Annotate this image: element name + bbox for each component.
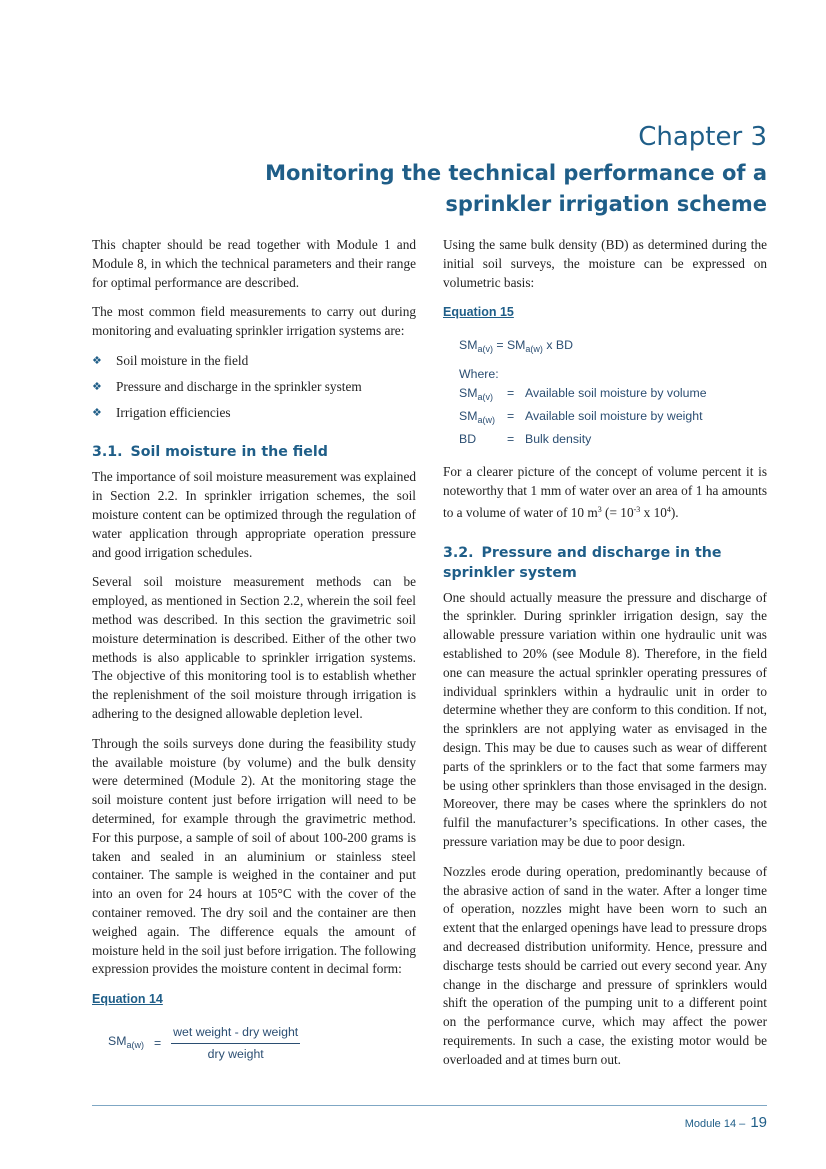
subscript: a(w) (126, 1039, 144, 1050)
definition-text: Available soil moisture by weight (525, 409, 703, 424)
diamond-bullet-icon: ❖ (92, 379, 102, 393)
superscript: -3 (633, 504, 641, 514)
text-run: ). (670, 504, 679, 520)
subscript: a(w) (477, 415, 495, 426)
paragraph: One should actually measure the pressure and discharge of the sprinkler. During sprinkler irrigation design, say the allowable pressure variation within one hydraulic unit was established to 20% (see Module 8). Therefore, in the field one can measure the actual sprinkler operating pressures of individual sprinklers within a hydraulic unit in order to determine whether they are conform to this condition. If not, the sprinklers are not applying water as envisaged in the design. This may be due to causes such as wear of different parts of the sprinklers or to the fact that some farmers may be using other sprinklers than those envisaged in the design. Moreover, there may be cases where the sprinklers do not fulfil the manufacturer’s specifications. In other cases, the pressure variation may be due to poor design. (443, 589, 767, 849)
fraction (171, 1023, 300, 1064)
paragraph: The importance of soil moisture measurement was explained in Section 2.2. In sprinkler irrigation schemes, the soil moisture content can be optimized through the regulation of water application through appropriate operation pressure and good irrigation schedules. (92, 469, 416, 560)
equals-sign: = (507, 432, 515, 447)
definition-text: Available soil moisture by volume (525, 386, 707, 401)
definition-symbol (459, 384, 507, 407)
equation-end: x BD (542, 338, 573, 353)
section-heading-3-2 (443, 543, 767, 583)
definition-text: Bulk density (525, 432, 592, 447)
paragraph: Through the soils surveys done during the feasibility study the available moisture (by volume) and the bulk density were determined (Module 2). At the monitoring stage the soil moisture content just before irrigation will need to be determined, for example through the gravimetric method. For this purpose, a sample of soil of about 100-200 grams is taken and sealed in an aluminium or stainless steel container. The sample is weighed in the container and put into an oven for 24 hours at 105°C with the cover of the container removed. The dry soil and the container are then weighed again. The difference equals the amount of moisture held in the soil just before irrigation. The following expression provides the moisture content in decimal form: (92, 735, 416, 977)
definition-row (459, 430, 767, 449)
intro-paragraph: This chapter should be read together with Module 1 and Module 8, in which the technical parameters and their range for optimal performance are described. (92, 237, 416, 290)
superscript: 4 (666, 504, 671, 514)
bullet-item (92, 352, 416, 371)
definition-row (459, 384, 767, 407)
symbol: SM (108, 1033, 127, 1048)
right-column (443, 236, 767, 1081)
definition-symbol: BD (459, 432, 477, 447)
left-column (92, 236, 416, 1063)
symbol: SM (459, 338, 478, 353)
chapter-title-line-1: Monitoring the technical performance of a (265, 161, 767, 185)
symbol: SM (459, 386, 478, 401)
equation-15 (459, 336, 767, 449)
text-run: For a clearer picture of the concept of volume percent it is noteworthy that 1 mm of water over an area of 1 ha amounts to a volume of water of 10 m (443, 464, 767, 520)
definition-symbol (459, 407, 507, 430)
diamond-bullet-icon: ❖ (92, 405, 102, 419)
superscript: 3 (597, 504, 602, 514)
bullet-list (92, 352, 416, 422)
equation-line (459, 336, 767, 359)
symbol: SM (459, 409, 478, 424)
section-title: Soil moisture in the field (130, 444, 328, 461)
section-heading-3-1 (92, 442, 416, 462)
denominator: dry weight (207, 1046, 264, 1061)
text-run: x 10 (640, 504, 667, 520)
chapter-heading (265, 122, 767, 220)
equals-sign: = (153, 1035, 162, 1050)
bullet-item (92, 378, 416, 397)
bullet-item (92, 404, 416, 423)
chapter-title-line-2: sprinkler irrigation scheme (445, 192, 767, 216)
equals-sign: = (507, 386, 515, 401)
subscript: a(v) (477, 392, 493, 403)
section-title: Pressure and discharge in the sprinkler system (443, 544, 722, 581)
definition-row (459, 407, 767, 430)
subscript: a(v) (477, 344, 493, 355)
chapter-label: Chapter 3 (638, 122, 767, 152)
diamond-bullet-icon: ❖ (92, 353, 102, 367)
equation-lhs (108, 1032, 144, 1055)
page-number: 19 (750, 1114, 767, 1131)
subscript: a(w) (525, 344, 543, 355)
lead-paragraph: The most common field measurements to carry out during monitoring and evaluating sprinkler irrigation systems are: (92, 304, 416, 339)
paragraph: Using the same bulk density (BD) as determined during the initial soil surveys, the moisture can be expressed on volumetric basis: (443, 237, 767, 290)
where-label: Where: (459, 367, 499, 382)
text-run: (= 10 (601, 504, 634, 520)
equation-15-label: Equation 15 (443, 305, 514, 320)
chapter-title (265, 158, 767, 220)
bullet-text: Soil moisture in the field (116, 352, 249, 368)
equation-14 (108, 1023, 416, 1064)
bullet-text: Pressure and discharge in the sprinkler system (116, 378, 362, 394)
numerator: wet weight - dry weight (171, 1023, 300, 1044)
footer-module: Module 14 – (684, 1118, 746, 1130)
paragraph (443, 463, 767, 522)
page-footer (685, 1114, 767, 1131)
section-number: 3.1. (92, 444, 123, 461)
equation-14-label: Equation 14 (92, 992, 163, 1007)
paragraph: Several soil moisture measurement methods can be employed, as mentioned in Section 2.2, wherein the soil feel method was described. In this section the gravimetric soil moisture determination is described. Either of the other two methods is also applicable to sprinkler irrigation systems. The objective of this monitoring tool is to establish whether the replenishment of the soil moisture through irrigation is adhering to the designed allowable depletion level. (92, 574, 416, 721)
equals-sign: = (507, 409, 515, 424)
section-number: 3.2. (443, 544, 474, 561)
footer-divider (92, 1105, 767, 1106)
equation-mid: = SM (492, 338, 526, 353)
bullet-text: Irrigation efficiencies (116, 404, 231, 420)
paragraph: Nozzles erode during operation, predominantly because of the abrasive action of sand in the water. After a longer time of operation, nozzles might have been worn to such an extent that the enlarged openings have lead to pressure drops and decreased distribution uniformity. Hence, pressure and discharge tests should be carried out every second year. Any change in the discharge and pressure of sprinklers would shift the operation of the pumping unit to a different point on the performance curve, which may affect the power requirements. In such a case, the existing motor would be overloaded and at times burn out. (443, 863, 767, 1067)
